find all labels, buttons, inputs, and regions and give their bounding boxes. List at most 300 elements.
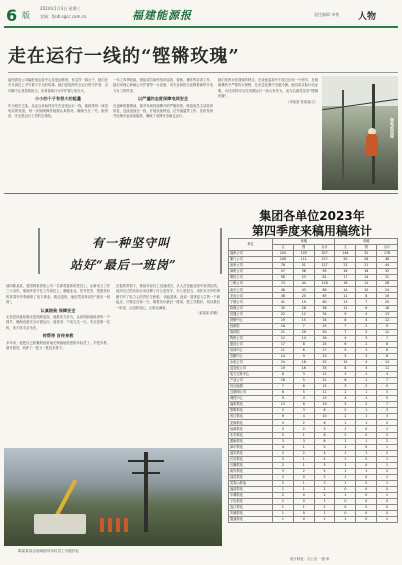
count-cell: 1 — [293, 462, 314, 468]
count-cell: 21 — [273, 329, 294, 335]
count-cell: 3 — [293, 438, 314, 444]
count-cell: 178 — [377, 251, 398, 257]
count-cell: 4 — [377, 372, 398, 378]
count-cell: 76 — [273, 263, 294, 269]
paragraph: 在迎峰度夏期间，面对负荷持续攀升的严峻形势，班组成员主动放弃休息，连续奋战在一线，开展设备特巡、红外测温等工作，及时发现并处理多起设备隐患，确保了电网安全稳定运行。 — [113, 103, 213, 119]
count-cell: 19 — [273, 365, 294, 371]
count-cell: 22 — [273, 311, 294, 317]
count-cell: 2 — [377, 432, 398, 438]
count-cell: 25 — [293, 293, 314, 299]
lower-story-title-line1: 有一种坚守叫 — [92, 236, 171, 250]
count-cell: 1 — [377, 480, 398, 486]
count-cell: 18 — [293, 359, 314, 365]
count-cell: 10 — [314, 414, 335, 420]
count-cell: 1 — [293, 480, 314, 486]
count-cell: 9 — [293, 353, 314, 359]
count-cell: 3 — [314, 462, 335, 468]
count-cell: 0 — [356, 456, 377, 462]
stats-table — [228, 238, 398, 523]
count-cell: 18 — [377, 305, 398, 311]
count-cell: 34 — [314, 311, 335, 317]
count-cell: 16 — [293, 365, 314, 371]
count-cell: 3 — [273, 438, 294, 444]
count-cell: 6 — [293, 347, 314, 353]
count-cell: 5 — [314, 444, 335, 450]
count-cell: 1 — [314, 517, 335, 523]
unit-name-cell: 长乐供电 — [229, 456, 273, 462]
count-cell: 1 — [377, 444, 398, 450]
subheading: 传帮带 言传身教 — [42, 333, 74, 339]
subheading: 小小的个子有很大的能量 — [34, 96, 82, 102]
count-cell: 60 — [314, 299, 335, 305]
count-cell: 1 — [273, 499, 294, 505]
count-cell: 2 — [273, 462, 294, 468]
count-cell: 46 — [273, 287, 294, 293]
count-cell: 1 — [377, 462, 398, 468]
count-cell: 0 — [356, 486, 377, 492]
count-cell: 0 — [356, 474, 377, 480]
count-cell: 3 — [377, 408, 398, 414]
count-cell: 5 — [377, 396, 398, 402]
count-cell: 3 — [356, 365, 377, 371]
lower-photo-caption: 陈某某同志现场指导年轻员工开展作业 — [18, 549, 80, 553]
count-cell: 2 — [356, 341, 377, 347]
count-cell: 1 — [293, 432, 314, 438]
count-cell: 30 — [273, 305, 294, 311]
unit-name-cell: 平潭供电 — [229, 492, 273, 498]
unit-name-cell: 电力交易中心 — [229, 372, 273, 378]
count-cell: 0 — [293, 492, 314, 498]
count-cell: 23 — [335, 263, 356, 269]
unit-name-cell: 安溪供电 — [229, 511, 273, 517]
count-cell: 13 — [314, 396, 335, 402]
count-cell: 48 — [377, 257, 398, 263]
count-cell: 1 — [335, 474, 356, 480]
count-cell: 307 — [314, 251, 335, 257]
count-cell: 0 — [335, 499, 356, 505]
unit-name-cell: 后勤中心 — [229, 353, 273, 359]
unit-name-cell: 永安供电 — [229, 432, 273, 438]
count-cell: 5 — [377, 384, 398, 390]
count-cell: 17 — [273, 341, 294, 347]
count-cell: 0 — [356, 462, 377, 468]
count-cell: 5 — [335, 353, 356, 359]
paragraph: 她们发挥女性细致的特点，在设备巡视中不放过任何一个细节，在倒闸操作中严格执行规程，在应急处置中沉着冷静。她们用实际行动证明，女性同样可以在电网运行一线大有作为，成为名副其实的“铿锵玫瑰”。 — [218, 78, 318, 99]
count-cell: 25 — [314, 323, 335, 329]
page-number: 6 — [6, 6, 18, 25]
count-cell: 23 — [314, 353, 335, 359]
count-cell: 1 — [273, 511, 294, 517]
count-cell: 3 — [335, 384, 356, 390]
count-cell: 1 — [293, 456, 314, 462]
count-cell: 7 — [377, 378, 398, 384]
count-cell: 50 — [314, 329, 335, 335]
count-cell: 2 — [335, 408, 356, 414]
count-cell: 0 — [335, 486, 356, 492]
count-cell: 2 — [377, 420, 398, 426]
count-cell: 1 — [314, 499, 335, 505]
count-cell: 1 — [335, 468, 356, 474]
count-cell: 38 — [273, 293, 294, 299]
lower-story-column-2 — [116, 284, 220, 444]
title-divider — [8, 72, 398, 73]
website: 官网：fjsdl.sgcc.com.cn — [40, 14, 87, 19]
count-cell: 1 — [293, 444, 314, 450]
count-cell: 34 — [314, 317, 335, 323]
count-cell: 3 — [273, 426, 294, 432]
header-published: 用稿 — [335, 239, 398, 245]
count-cell: 2 — [356, 402, 377, 408]
unit-name-cell: 厦门公司 — [229, 257, 273, 263]
header-submitted: 来稿 — [273, 239, 335, 245]
count-cell: 17 — [314, 347, 335, 353]
count-cell: 4 — [293, 414, 314, 420]
subheader-cell: 文 — [335, 245, 356, 251]
unit-name-cell: 福州供电 — [229, 402, 273, 408]
count-cell: 1 — [335, 462, 356, 468]
count-cell: 12 — [273, 335, 294, 341]
top-story-column-3 — [218, 78, 318, 190]
subheading: 以严谨的态度保障电网安全 — [137, 96, 189, 102]
count-cell: 6 — [335, 378, 356, 384]
count-cell: 5 — [335, 347, 356, 353]
unit-name-cell: 仙游供电 — [229, 426, 273, 432]
unit-name-cell: 宁德公司 — [229, 299, 273, 305]
count-cell: 3 — [377, 414, 398, 420]
count-cell: 8 — [335, 317, 356, 323]
count-cell: 2 — [377, 450, 398, 456]
byline: （李某某 张某某/文） — [286, 99, 318, 104]
count-cell: 16 — [335, 269, 356, 275]
count-cell: 7 — [335, 329, 356, 335]
count-cell: 6 — [377, 347, 398, 353]
count-cell: 0 — [293, 474, 314, 480]
top-story-column-2 — [113, 78, 213, 190]
unit-name-cell: 漳平供电 — [229, 444, 273, 450]
count-cell: 6 — [273, 414, 294, 420]
count-cell: 3 — [273, 456, 294, 462]
count-cell: 29 — [293, 329, 314, 335]
top-story-photo — [322, 76, 398, 190]
unit-name-cell: 综合能源 — [229, 384, 273, 390]
count-cell: 4 — [314, 456, 335, 462]
count-cell: 0 — [377, 505, 398, 511]
count-cell: 4 — [273, 444, 294, 450]
unit-name-cell: 建瓯供电 — [229, 438, 273, 444]
subheading: 认真细致 保障安全 — [40, 307, 76, 313]
count-cell: 8 — [356, 293, 377, 299]
count-cell: 10 — [335, 359, 356, 365]
count-cell: 5 — [273, 432, 294, 438]
count-cell: 14 — [377, 359, 398, 365]
count-cell: 4 — [356, 311, 377, 317]
stats-table-body — [229, 251, 398, 523]
count-cell: 13 — [335, 299, 356, 305]
editor-credit: 责任编辑 审核 — [314, 12, 340, 17]
count-cell: 2 — [293, 420, 314, 426]
count-cell: 1 — [293, 505, 314, 511]
unit-name-cell: 莆田公司 — [229, 275, 273, 281]
count-cell: 43 — [293, 287, 314, 293]
unit-name-cell: 福安供电 — [229, 450, 273, 456]
count-cell: 3 — [335, 372, 356, 378]
count-cell: 2 — [314, 474, 335, 480]
unit-name-cell: 思明供电 — [229, 408, 273, 414]
count-cell: 44 — [293, 281, 314, 287]
count-cell: 63 — [314, 293, 335, 299]
unit-name-cell: 晋江供电 — [229, 414, 273, 420]
count-cell: 5 — [314, 468, 335, 474]
count-cell: 3 — [314, 480, 335, 486]
count-cell: 24 — [273, 359, 294, 365]
count-cell: 2 — [356, 323, 377, 329]
count-cell: 6 — [293, 402, 314, 408]
count-cell: 1 — [356, 450, 377, 456]
unit-name-cell: 水电公司 — [229, 359, 273, 365]
masthead: 福建能源报 — [132, 9, 192, 22]
count-cell: 15 — [314, 384, 335, 390]
count-cell: 1 — [314, 511, 335, 517]
count-cell: 1 — [356, 414, 377, 420]
count-cell: 0 — [356, 499, 377, 505]
count-cell: 19 — [273, 317, 294, 323]
count-cell: 6 — [314, 438, 335, 444]
count-cell: 0 — [356, 505, 377, 511]
count-cell: 1 — [335, 444, 356, 450]
unit-name-cell: 南平公司 — [229, 287, 273, 293]
count-cell: 3 — [377, 390, 398, 396]
count-cell: 12 — [377, 317, 398, 323]
unit-name-cell: 信通公司 — [229, 311, 273, 317]
unit-name-cell: 电科院 — [229, 329, 273, 335]
subheader-cell: 文 — [273, 245, 294, 251]
count-cell: 0 — [293, 517, 314, 523]
issue-date: 2024年1月3日 星期三 — [40, 6, 81, 11]
count-cell: 4 — [356, 317, 377, 323]
unit-name-cell: 调控中心 — [229, 396, 273, 402]
paragraph: 作为班长王某，从业以来始终坚守在变电运行一线，她熟悉每一座变电站的设备，每一次倒闸操作她都认真核对，确保万无一失。她常说：安全是运行工作的生命线。 — [8, 103, 108, 119]
count-cell: 24 — [377, 287, 398, 293]
count-cell: 1 — [377, 517, 398, 523]
count-cell: 3 — [293, 372, 314, 378]
count-cell: 9 — [273, 396, 294, 402]
count-cell: 1 — [335, 492, 356, 498]
unit-name-cell: 互联网公司 — [229, 390, 273, 396]
unit-name-cell: 经研院 — [229, 323, 273, 329]
count-cell: 19 — [377, 293, 398, 299]
count-cell: 28 — [377, 281, 398, 287]
count-cell: 35 — [314, 365, 335, 371]
count-cell: 4 — [356, 359, 377, 365]
count-cell: 2 — [273, 474, 294, 480]
unit-name-cell: 三明公司 — [229, 281, 273, 287]
lower-story-photo — [4, 448, 222, 546]
paragraph: 一年之四季轮换，班组成员始终坚持巡视、检修、操作等各项工作，她们用细心和耐心守护着每一台设备，用专业和担当诠释着新时代电力女工的风采。 — [113, 78, 213, 93]
unit-name-cell: 建设公司 — [229, 341, 273, 347]
count-cell: 1 — [335, 420, 356, 426]
unit-name-cell: 福州公司 — [229, 251, 273, 257]
count-cell: 11 — [377, 365, 398, 371]
stats-title-line1: 集团各单位2023年 — [259, 209, 365, 223]
unit-name-cell: 邵武供电 — [229, 474, 273, 480]
subheader-cell: 合计 — [377, 245, 398, 251]
count-cell: 2 — [335, 414, 356, 420]
count-cell: 42 — [314, 359, 335, 365]
count-cell: 1 — [356, 438, 377, 444]
footer-note: 统计制表：办公室 一版 审 — [290, 557, 330, 561]
count-cell: 0 — [293, 511, 314, 517]
count-cell: 14 — [335, 287, 356, 293]
count-cell: 4 — [335, 396, 356, 402]
count-cell: 74 — [273, 281, 294, 287]
count-cell: 21 — [356, 263, 377, 269]
count-cell: 16 — [273, 378, 294, 384]
unit-name-cell: 检修公司 — [229, 305, 273, 311]
count-cell: 1 — [273, 505, 294, 511]
count-cell: 3 — [273, 468, 294, 474]
count-cell: 8 — [293, 384, 314, 390]
count-cell: 2 — [335, 390, 356, 396]
count-cell: 2 — [273, 450, 294, 456]
count-cell: 204 — [273, 251, 294, 257]
count-cell: 12 — [377, 329, 398, 335]
count-cell: 32 — [356, 251, 377, 257]
unit-name-cell: 武夷山供电 — [229, 480, 273, 486]
unit-name-cell: 培训中心 — [229, 347, 273, 353]
unit-name-cell: 石狮供电 — [229, 462, 273, 468]
count-cell: 19 — [314, 402, 335, 408]
paragraph: 他叫陈某某，是国网某供电公司一名即将退休的老员工。从事电力工作三十余年，他始终坚守在工作岗位上，兢兢业业，任劳任怨，把最美好的青春年华奉献给了电力事业。临近退休，他依然坚持站好“最后一班岗”。 — [6, 284, 110, 305]
count-cell: 20 — [335, 257, 356, 263]
count-cell: 18 — [273, 323, 294, 329]
count-cell: 8 — [377, 353, 398, 359]
count-cell: 58 — [273, 275, 294, 281]
title-bracket-left — [38, 228, 46, 274]
count-cell: 3 — [293, 408, 314, 414]
paragraph: 多年来，他把自己积累的经验毫无保留地传授给年轻员工，手把手教、面对面讲，培养了一批又一批技术骨干。 — [6, 340, 110, 351]
count-cell: 4 — [273, 420, 294, 426]
count-cell: 1 — [377, 426, 398, 432]
count-cell: 1 — [356, 396, 377, 402]
table-row — [229, 517, 398, 523]
count-cell: 3 — [356, 353, 377, 359]
count-cell: 11 — [314, 372, 335, 378]
unit-name-cell: 营销中心 — [229, 317, 273, 323]
count-cell: 26 — [314, 335, 335, 341]
count-cell: 58 — [314, 305, 335, 311]
count-cell: 14 — [356, 275, 377, 281]
count-cell: 4 — [335, 335, 356, 341]
unit-name-cell: 物资公司 — [229, 335, 273, 341]
unit-name-cell: 南安供电 — [229, 468, 273, 474]
count-cell: 2 — [273, 480, 294, 486]
count-cell: 32 — [377, 269, 398, 275]
count-cell: 81 — [314, 275, 335, 281]
count-cell: 9 — [335, 311, 356, 317]
count-cell: 0 — [356, 480, 377, 486]
stats-title-line2: 第四季度来稿用稿统计 — [251, 224, 372, 238]
count-cell: 6 — [356, 305, 377, 311]
count-cell: 2 — [273, 492, 294, 498]
count-cell: 1 — [377, 474, 398, 480]
count-cell: 1 — [335, 426, 356, 432]
count-cell: 7 — [356, 299, 377, 305]
top-story-column-1 — [8, 78, 108, 190]
count-cell: 1 — [356, 347, 377, 353]
count-cell: 89 — [314, 287, 335, 293]
count-cell: 19 — [293, 299, 314, 305]
count-cell: 17 — [335, 275, 356, 281]
count-cell: 118 — [314, 281, 335, 287]
count-cell: 2 — [314, 492, 335, 498]
count-cell: 31 — [377, 275, 398, 281]
count-cell: 0 — [377, 486, 398, 492]
count-cell: 12 — [356, 281, 377, 287]
page-edition-label: 版 — [22, 11, 30, 20]
count-cell: 127 — [314, 263, 335, 269]
unit-name-cell: 产业公司 — [229, 378, 273, 384]
unit-name-cell: 霞浦供电 — [229, 517, 273, 523]
count-cell: 13 — [377, 311, 398, 317]
count-cell: 14 — [273, 353, 294, 359]
section-divider — [4, 193, 398, 194]
count-cell: 5 — [293, 378, 314, 384]
count-cell: 0 — [293, 499, 314, 505]
count-cell: 4 — [314, 450, 335, 456]
count-cell: 103 — [293, 251, 314, 257]
subheader-cell: 图 — [356, 245, 377, 251]
count-cell: 0 — [356, 511, 377, 517]
count-cell: 1 — [377, 492, 398, 498]
unit-name-cell: 泉州公司 — [229, 263, 273, 269]
count-cell: 16 — [356, 269, 377, 275]
count-cell: 2 — [356, 384, 377, 390]
count-cell: 6 — [314, 420, 335, 426]
photo-caption: 变电站巡视 — [390, 118, 395, 138]
count-cell: 7 — [293, 323, 314, 329]
count-cell: 41 — [273, 299, 294, 305]
count-cell: 1 — [356, 378, 377, 384]
unit-name-cell: 连江供电 — [229, 505, 273, 511]
count-cell: 5 — [273, 408, 294, 414]
count-cell: 1 — [356, 372, 377, 378]
unit-name-cell: 漳州公司 — [229, 269, 273, 275]
count-cell: 11 — [314, 390, 335, 396]
subheader-cell: 图 — [293, 245, 314, 251]
count-cell: 11 — [335, 293, 356, 299]
count-cell: 0 — [356, 444, 377, 450]
title-bracket-right — [214, 228, 222, 274]
count-cell: 0 — [356, 432, 377, 438]
count-cell: 15 — [293, 317, 314, 323]
paragraph: 福州供电公司输配电运检中心变电运维班，有这样一群女子，她们在平凡岗位上书写着不平凡的故事。她们是电网安全运行的守护者，以巾帼不让须眉的担当，用青春和汗水守护着万家灯火。 — [8, 78, 108, 93]
count-cell: 2 — [293, 426, 314, 432]
count-cell: 0 — [377, 511, 398, 517]
count-cell: 0 — [335, 511, 356, 517]
section-name: 人物 — [358, 12, 377, 22]
count-cell: 1 — [335, 450, 356, 456]
count-cell: 106 — [273, 257, 294, 263]
count-cell: 1 — [356, 408, 377, 414]
count-cell: 1 — [356, 420, 377, 426]
count-cell: 12 — [335, 305, 356, 311]
count-cell: 2 — [335, 432, 356, 438]
count-cell: 1 — [356, 468, 377, 474]
count-cell: 8 — [335, 365, 356, 371]
count-cell: 1 — [293, 486, 314, 492]
unit-name-cell: 宁化供电 — [229, 499, 273, 505]
lower-story-title-line2: 站好“最后一班岗” — [70, 258, 177, 272]
